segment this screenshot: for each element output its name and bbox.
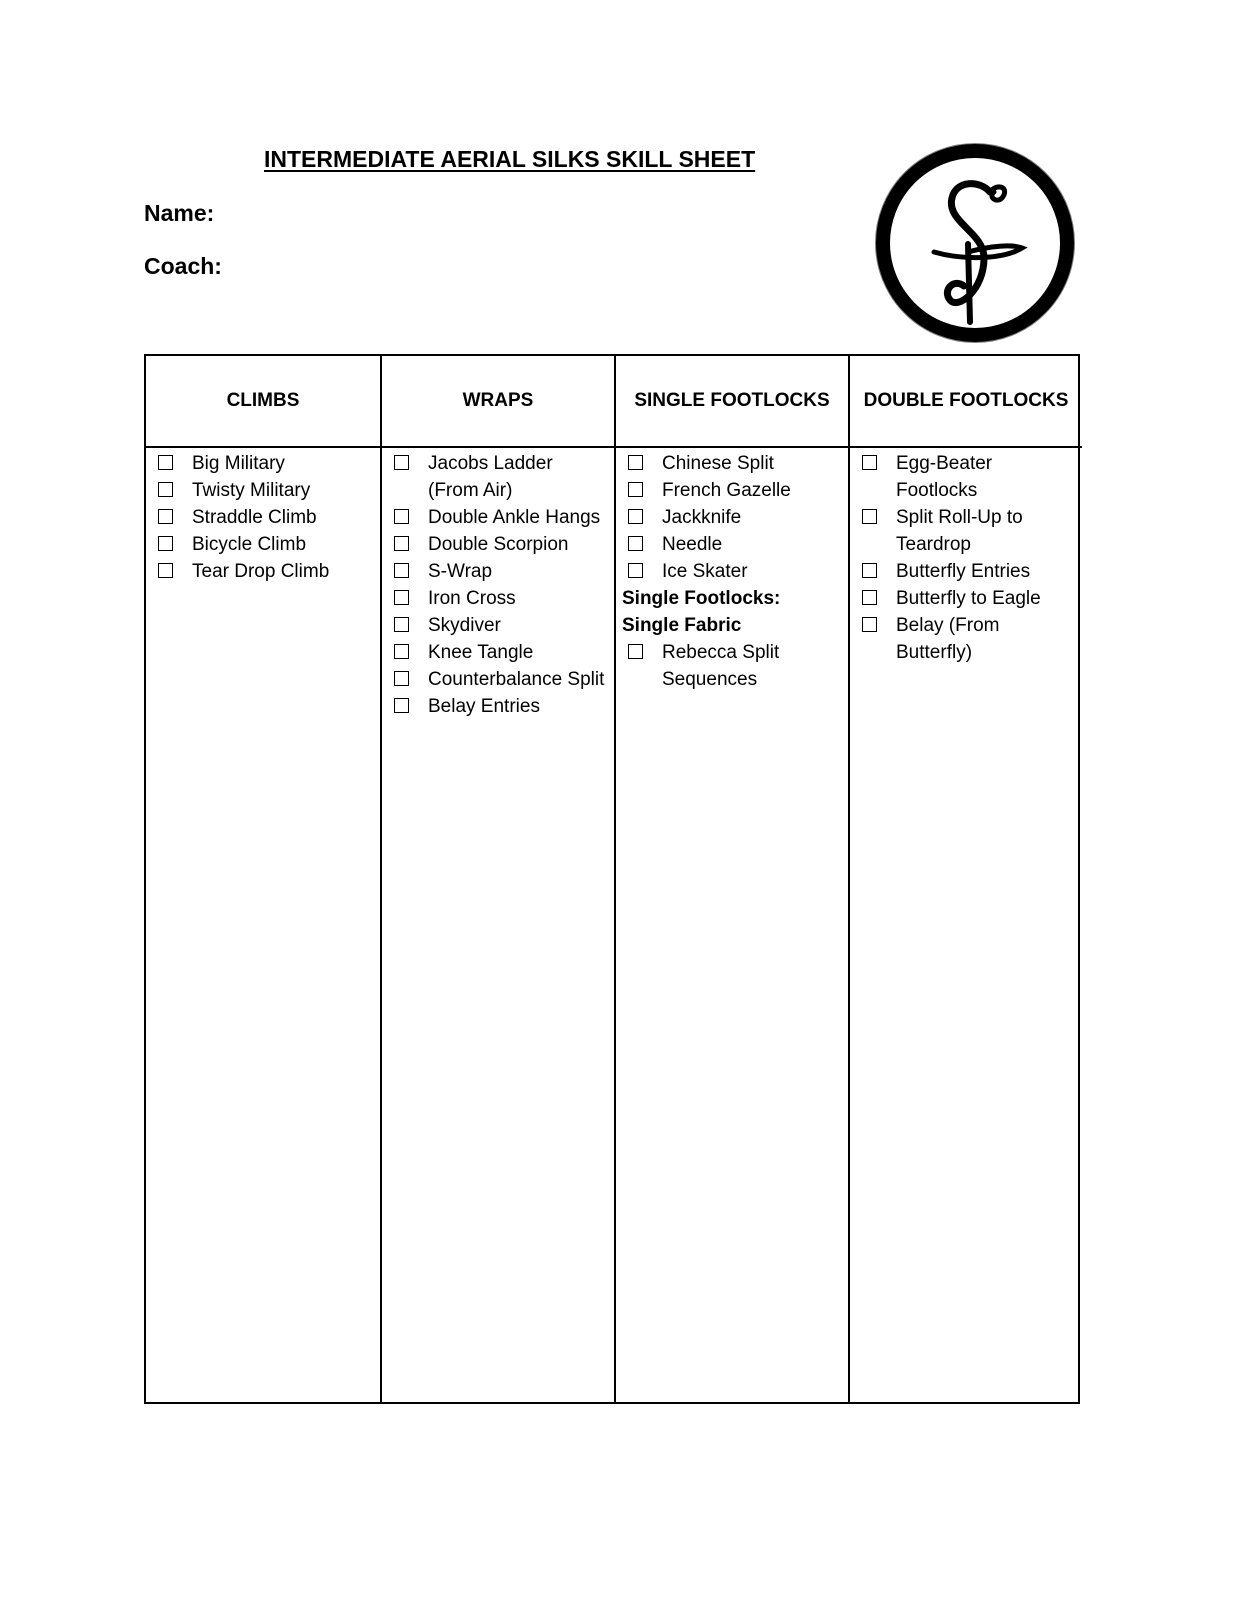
- subsection-heading: Single Footlocks: Single Fabric: [622, 588, 781, 636]
- checkbox[interactable]: [628, 455, 643, 470]
- checkbox[interactable]: [158, 455, 173, 470]
- skill-label: Butterfly Entries: [896, 561, 1031, 582]
- skill-item: [392, 585, 608, 612]
- skill-item: [860, 504, 1076, 558]
- skill-label: Ice Skater: [662, 561, 748, 582]
- skill-label: Iron Cross: [428, 588, 516, 609]
- checkbox[interactable]: [394, 509, 409, 524]
- checkbox[interactable]: [158, 509, 173, 524]
- skill-list: [382, 448, 614, 720]
- checkbox[interactable]: [628, 563, 643, 578]
- skill-label: Rebecca Split Sequences: [662, 642, 780, 690]
- skill-label: Jacobs Ladder (From Air): [428, 453, 553, 501]
- skill-item: [626, 477, 842, 504]
- skill-label: Knee Tangle: [428, 642, 534, 663]
- skill-item: [626, 558, 842, 585]
- checkbox[interactable]: [394, 563, 409, 578]
- column-heading: CLIMBS: [146, 356, 380, 448]
- skill-label: Split Roll-Up to Teardrop: [896, 507, 1023, 555]
- checkbox[interactable]: [628, 644, 643, 659]
- skill-label: Jackknife: [662, 507, 742, 528]
- checkbox[interactable]: [862, 563, 877, 578]
- skill-label: Chinese Split: [662, 453, 774, 474]
- skill-item: [392, 693, 608, 720]
- column-wraps: [380, 356, 614, 1402]
- skill-label: Egg-Beater Footlocks: [896, 453, 993, 501]
- checkbox[interactable]: [862, 590, 877, 605]
- checkbox[interactable]: [394, 698, 409, 713]
- skill-item: [860, 450, 1076, 504]
- skill-item: [156, 558, 374, 585]
- skill-item: [860, 558, 1076, 585]
- checkbox[interactable]: [628, 536, 643, 551]
- skill-item: [392, 558, 608, 585]
- checkbox[interactable]: [862, 509, 877, 524]
- skill-item: [156, 504, 374, 531]
- column-double-footlocks: [848, 356, 1082, 1402]
- skills-table: [144, 354, 1080, 1404]
- column-heading: DOUBLE FOOTLOCKS: [850, 356, 1082, 448]
- skill-item: [392, 450, 608, 504]
- skill-list: [616, 448, 848, 693]
- skill-label: Butterfly to Eagle: [896, 588, 1041, 609]
- skill-item: [156, 450, 374, 477]
- name-label: Name:: [144, 200, 215, 226]
- skill-list: [146, 448, 380, 585]
- skill-label: Needle: [662, 534, 723, 555]
- skill-item: [156, 477, 374, 504]
- skill-label: S-Wrap: [428, 561, 493, 582]
- checkbox[interactable]: [158, 563, 173, 578]
- checkbox[interactable]: [158, 536, 173, 551]
- sheet-title: INTERMEDIATE AERIAL SILKS SKILL SHEET: [264, 146, 756, 172]
- checkbox[interactable]: [394, 590, 409, 605]
- checkbox[interactable]: [394, 536, 409, 551]
- checkbox[interactable]: [628, 482, 643, 497]
- column-heading: WRAPS: [382, 356, 614, 448]
- skill-label: Belay Entries: [428, 696, 540, 717]
- skill-item: [860, 585, 1076, 612]
- skill-item: [860, 612, 1076, 666]
- coach-label: Coach:: [144, 253, 222, 279]
- skill-label: Big Military: [192, 453, 285, 474]
- skill-label: Double Scorpion: [428, 534, 569, 555]
- checkbox[interactable]: [628, 509, 643, 524]
- skill-item: [392, 531, 608, 558]
- checkbox[interactable]: [394, 617, 409, 632]
- skill-label: Twisty Military: [192, 480, 311, 501]
- column-climbs: [146, 356, 380, 1402]
- skill-item: [392, 639, 608, 666]
- skill-item: [156, 531, 374, 558]
- skill-label: Double Ankle Hangs: [428, 507, 601, 528]
- skill-item: [626, 639, 842, 693]
- skill-label: Bicycle Climb: [192, 534, 307, 555]
- skill-item: [626, 450, 842, 477]
- skill-item: [392, 666, 608, 693]
- column-heading: SINGLE FOOTLOCKS: [616, 356, 848, 448]
- skill-item: [392, 504, 608, 531]
- checkbox[interactable]: [394, 644, 409, 659]
- skill-label: Belay (From Butterfly): [896, 615, 1000, 663]
- skill-label: Straddle Climb: [192, 507, 317, 528]
- checkbox[interactable]: [862, 617, 877, 632]
- skill-item: [392, 612, 608, 639]
- checkbox[interactable]: [158, 482, 173, 497]
- checkbox[interactable]: [394, 455, 409, 470]
- skill-label: Counterbalance Split: [428, 669, 605, 690]
- column-single-footlocks: [614, 356, 848, 1402]
- skill-item: [626, 504, 842, 531]
- skill-list: [850, 448, 1082, 666]
- checkbox[interactable]: [862, 455, 877, 470]
- skill-label: French Gazelle: [662, 480, 791, 501]
- skill-item: [626, 531, 842, 558]
- skill-label: Tear Drop Climb: [192, 561, 330, 582]
- swirl-s-logo-icon: [872, 140, 1082, 345]
- checkbox[interactable]: [394, 671, 409, 686]
- skill-label: Skydiver: [428, 615, 501, 636]
